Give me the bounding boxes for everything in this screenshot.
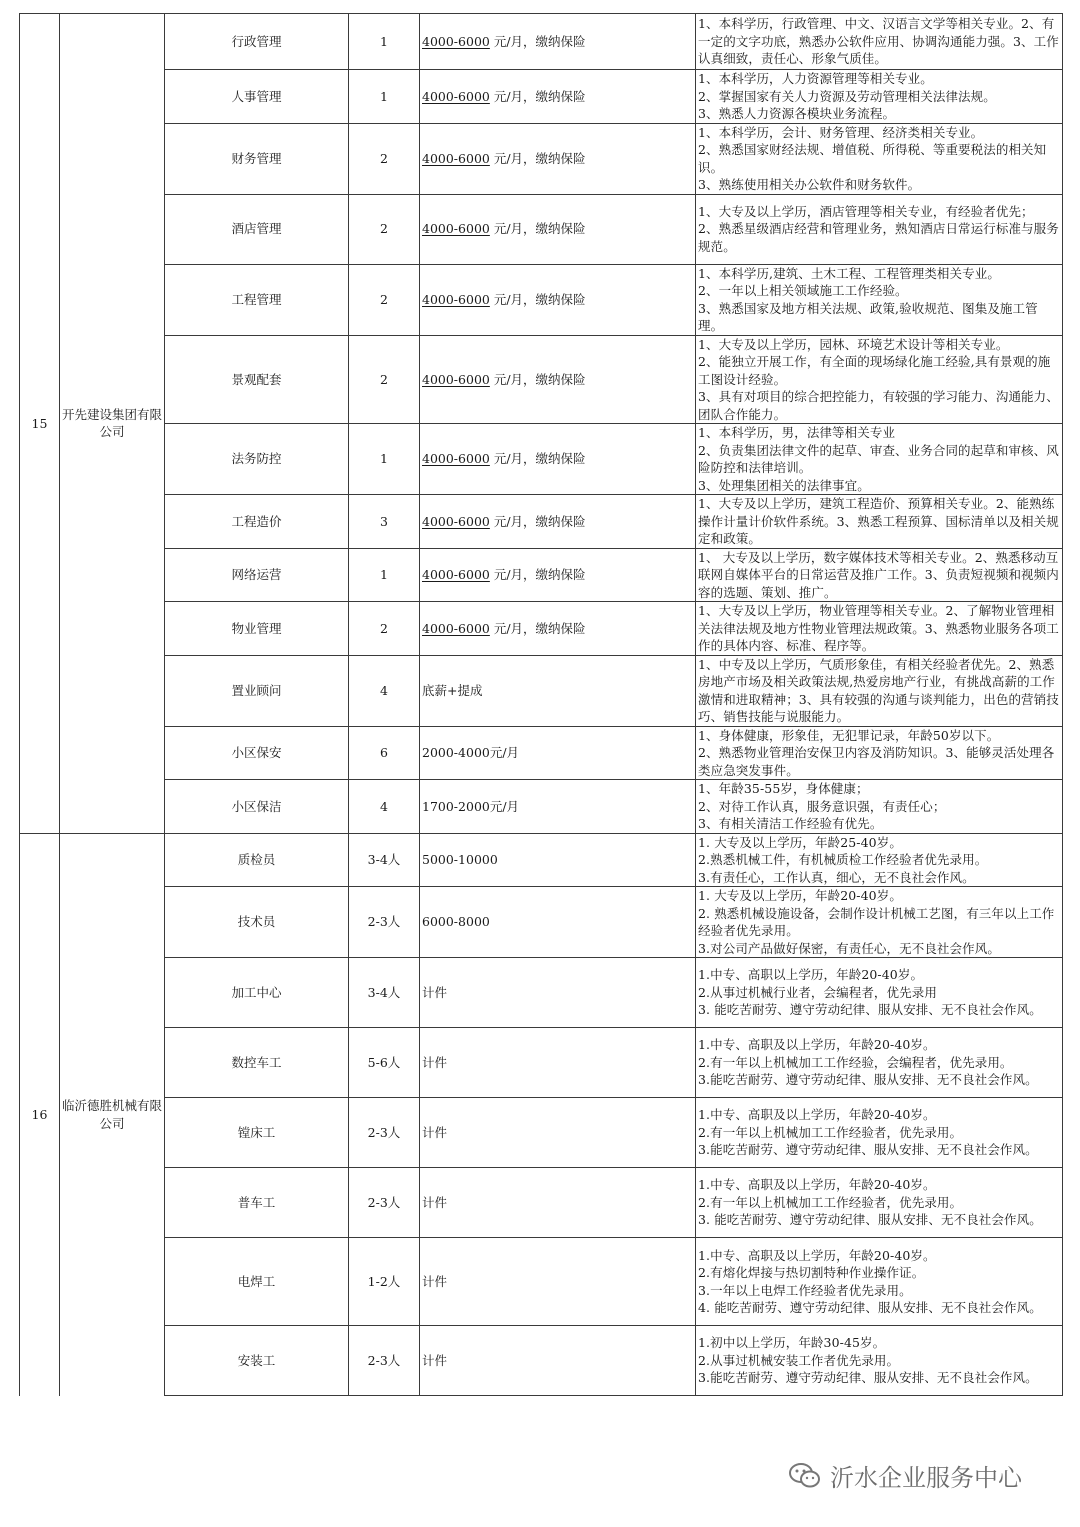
salary-amount: 4000-6000 bbox=[422, 371, 490, 387]
requirements: 1. 大专及以上学历，年龄25-40岁。 2.熟悉机械工件，有机械质检工作经验者优先录用。 3.有责任心，工作认真，细心，无不良社会作风。 bbox=[696, 833, 1063, 887]
position-name: 行政管理 bbox=[165, 14, 349, 70]
salary bbox=[420, 726, 696, 780]
headcount: 4 bbox=[349, 655, 420, 726]
salary bbox=[420, 70, 696, 124]
salary-amount: 4000-6000 bbox=[422, 150, 490, 166]
requirements: 1.中专、高职以上学历，年龄20-40岁。 2.从事过机械行业者，会编程者，优先录用 3. 能吃苦耐劳、遵守劳动纪律、服从安排、无不良社会作风。 bbox=[696, 958, 1063, 1028]
headcount: 2 bbox=[349, 602, 420, 656]
salary bbox=[420, 123, 696, 194]
headcount: 1 bbox=[349, 14, 420, 70]
salary-terms: 计件 bbox=[422, 1273, 448, 1289]
salary-terms: 元/月，缴纳保险 bbox=[489, 88, 586, 104]
headcount: 2-3人 bbox=[349, 1326, 420, 1396]
salary-terms: 元/月，缴纳保险 bbox=[489, 620, 586, 636]
requirements: 1、身体健康，形象佳，无犯罪记录，年龄50岁以下。 2、熟悉物业管理治安保卫内容及消防知识。3、能够灵活处理各类应急突发事件。 bbox=[696, 726, 1063, 780]
requirements: 1.初中以上学历，年龄30-45岁。 2.从事过机械安装工作者优先录用。 3.能吃苦耐劳、遵守劳动纪律、服从安排、无不良社会作风。 bbox=[696, 1326, 1063, 1396]
company-number: 16 bbox=[20, 833, 60, 1396]
salary-amount: 4000-6000 bbox=[422, 451, 490, 467]
headcount: 2-3人 bbox=[349, 1098, 420, 1168]
requirements: 1、大专及以上学历，酒店管理等相关专业，有经验者优先； 2、熟悉星级酒店经营和管理业务，熟知酒店日常运行标准与服务规范。 bbox=[696, 194, 1063, 264]
salary-terms: 元/月，缴纳保险 bbox=[489, 513, 586, 529]
headcount: 2 bbox=[349, 335, 420, 424]
position-name: 财务管理 bbox=[165, 123, 349, 194]
salary-terms: 元/月，缴纳保险 bbox=[489, 150, 586, 166]
salary bbox=[420, 495, 696, 549]
headcount: 2 bbox=[349, 123, 420, 194]
salary-terms: 元/月，缴纳保险 bbox=[489, 221, 586, 237]
salary bbox=[420, 14, 696, 70]
salary bbox=[420, 1238, 696, 1326]
requirements: 1、本科学历，会计、财务管理、经济类相关专业。 2、熟悉国家财经法规、增值税、所得税、等重要税法的相关知识。 3、熟练使用相关办公软件和财务软件。 bbox=[696, 123, 1063, 194]
salary-terms: 2000-4000元/月 bbox=[422, 745, 520, 760]
salary bbox=[420, 1098, 696, 1168]
wechat-icon bbox=[788, 1461, 822, 1491]
salary bbox=[420, 1168, 696, 1238]
headcount: 1-2人 bbox=[349, 1238, 420, 1326]
headcount: 1 bbox=[349, 548, 420, 602]
headcount: 5-6人 bbox=[349, 1028, 420, 1098]
position-name: 数控车工 bbox=[165, 1028, 349, 1098]
salary-terms: 元/月，缴纳保险 bbox=[489, 291, 586, 307]
watermark bbox=[788, 1458, 1022, 1493]
table-row bbox=[20, 1326, 1063, 1396]
table-row bbox=[20, 194, 1063, 264]
position-name: 景观配套 bbox=[165, 335, 349, 424]
requirements: 1、本科学历，人力资源管理等相关专业。 2、掌握国家有关人力资源及劳动管理相关法律法规。 3、熟悉人力资源各模块业务流程。 bbox=[696, 70, 1063, 124]
requirements: 1、本科学历，行政管理、中文、汉语言文学等相关专业。2、有一定的文字功底，熟悉办公软件应用、协调沟通能力强。3、工作认真细致，责任心、形象气质佳。 bbox=[696, 14, 1063, 70]
salary-terms: 5000-10000 bbox=[422, 852, 498, 867]
headcount: 3-4人 bbox=[349, 833, 420, 887]
position-name: 工程管理 bbox=[165, 264, 349, 335]
table-row bbox=[20, 1168, 1063, 1238]
salary-terms: 底薪+提成 bbox=[422, 682, 483, 698]
requirements: 1、 大专及以上学历，数字媒体技术等相关专业。2、熟悉移动互联网自媒体平台的日常运营及推广工作。3、负责短视频和视频内容的选题、策划、推广。 bbox=[696, 548, 1063, 602]
company-name: 临沂德胜机械有限公司 bbox=[60, 833, 165, 1396]
salary bbox=[420, 958, 696, 1028]
salary-terms: 元/月，缴纳保险 bbox=[489, 451, 586, 467]
table-row bbox=[20, 833, 1063, 887]
watermark-text: 沂水企业服务中心 bbox=[830, 1464, 1022, 1492]
salary-terms: 计件 bbox=[422, 1194, 448, 1210]
position-name: 置业顾问 bbox=[165, 655, 349, 726]
position-name: 网络运营 bbox=[165, 548, 349, 602]
position-name: 小区保洁 bbox=[165, 780, 349, 834]
headcount: 4 bbox=[349, 780, 420, 834]
table-row bbox=[20, 123, 1063, 194]
table-row bbox=[20, 335, 1063, 424]
salary bbox=[420, 602, 696, 656]
position-name: 小区保安 bbox=[165, 726, 349, 780]
table-row bbox=[20, 780, 1063, 834]
salary-terms: 元/月，缴纳保险 bbox=[489, 371, 586, 387]
salary bbox=[420, 1326, 696, 1396]
salary bbox=[420, 194, 696, 264]
salary-amount: 4000-6000 bbox=[422, 88, 490, 104]
position-name: 法务防控 bbox=[165, 424, 349, 495]
requirements: 1. 大专及以上学历，年龄20-40岁。 2. 熟悉机械设施设备，会制作设计机械工艺图，有三年以上工作经验者优先录用。 3.对公司产品做好保密，有责任心，无不良社会作风。 bbox=[696, 887, 1063, 958]
requirements: 1、本科学历，男，法律等相关专业 2、负责集团法律文件的起草、审查、业务合同的起草和审核、风险防控和法律培训。 3、处理集团相关的法律事宜。 bbox=[696, 424, 1063, 495]
requirements: 1、年龄35-55岁，身体健康； 2、对待工作认真，服务意识强，有责任心； 3、有相关清洁工作经验有优先。 bbox=[696, 780, 1063, 834]
position-name: 人事管理 bbox=[165, 70, 349, 124]
salary-amount: 4000-6000 bbox=[422, 567, 490, 582]
salary-amount: 4000-6000 bbox=[422, 513, 490, 529]
job-table bbox=[19, 13, 1063, 1396]
salary bbox=[420, 833, 696, 887]
headcount: 2 bbox=[349, 264, 420, 335]
position-name: 镗床工 bbox=[165, 1098, 349, 1168]
table-row bbox=[20, 1238, 1063, 1326]
salary-amount: 4000-6000 bbox=[422, 33, 490, 49]
company-name: 开先建设集团有限公司 bbox=[60, 14, 165, 834]
headcount: 1 bbox=[349, 424, 420, 495]
position-name: 加工中心 bbox=[165, 958, 349, 1028]
requirements: 1、本科学历,建筑、土木工程、工程管理类相关专业。 2、一年以上相关领域施工工作经验。 3、熟悉国家及地方相关法规、政策,验收规范、图集及施工管理。 bbox=[696, 264, 1063, 335]
table-row bbox=[20, 14, 1063, 70]
headcount: 2-3人 bbox=[349, 887, 420, 958]
requirements: 1、大专及以上学历，建筑工程造价、预算相关专业。2、能熟练操作计量计价软件系统。3、熟悉工程预算、国标清单以及相关规定和政策。 bbox=[696, 495, 1063, 549]
table-row bbox=[20, 958, 1063, 1028]
table-row bbox=[20, 887, 1063, 958]
salary-terms: 1700-2000元/月 bbox=[422, 798, 520, 814]
table-row bbox=[20, 1098, 1063, 1168]
table-row bbox=[20, 548, 1063, 602]
headcount: 3 bbox=[349, 495, 420, 549]
table-row bbox=[20, 264, 1063, 335]
salary bbox=[420, 780, 696, 834]
headcount: 3-4人 bbox=[349, 958, 420, 1028]
salary-amount: 4000-6000 bbox=[422, 291, 490, 307]
position-name: 普车工 bbox=[165, 1168, 349, 1238]
salary-terms: 计件 bbox=[422, 1054, 448, 1070]
salary-terms: 计件 bbox=[422, 1352, 448, 1368]
position-name: 酒店管理 bbox=[165, 194, 349, 264]
salary bbox=[420, 655, 696, 726]
requirements: 1、中专及以上学历，气质形象佳，有相关经验者优先。2、熟悉房地产市场及相关政策法规,热爱房地产行业，有挑战高薪的工作激情和进取精神；3、具有较强的沟通与谈判能力，出色的营销技巧、销售技能与说服能力。 bbox=[696, 655, 1063, 726]
salary-terms: 6000-8000 bbox=[422, 914, 490, 930]
salary-terms: 计件 bbox=[422, 984, 448, 1000]
table-row bbox=[20, 70, 1063, 124]
headcount: 1 bbox=[349, 70, 420, 124]
salary-amount: 4000-6000 bbox=[422, 221, 490, 237]
requirements: 1、大专及以上学历，园林、环境艺术设计等相关专业。 2、能独立开展工作，有全面的现场绿化施工经验,具有景观的施工图设计经验。 3、具有对项目的综合把控能力，有较强的学习能力、沟通能力、团队合作能力。 bbox=[696, 335, 1063, 424]
company-number: 15 bbox=[20, 14, 60, 834]
salary bbox=[420, 264, 696, 335]
position-name: 电焊工 bbox=[165, 1238, 349, 1326]
position-name: 质检员 bbox=[165, 833, 349, 887]
salary bbox=[420, 424, 696, 495]
table-row bbox=[20, 424, 1063, 495]
table-row bbox=[20, 495, 1063, 549]
table-row bbox=[20, 655, 1063, 726]
position-name: 安装工 bbox=[165, 1326, 349, 1396]
salary-terms: 计件 bbox=[422, 1124, 448, 1140]
salary bbox=[420, 1028, 696, 1098]
requirements: 1.中专、高职及以上学历，年龄20-40岁。 2.有熔化焊接与热切割特种作业操作证。 3.一年以上电焊工作经验者优先录用。 4. 能吃苦耐劳、遵守劳动纪律、服从安排、无不良社会作风。 bbox=[696, 1238, 1063, 1326]
table-row bbox=[20, 1028, 1063, 1098]
requirements: 1.中专、高职及以上学历，年龄20-40岁。 2.有一年以上机械加工工作经验者，优先录用。 3.能吃苦耐劳、遵守劳动纪律、服从安排、无不良社会作风。 bbox=[696, 1098, 1063, 1168]
salary-amount: 4000-6000 bbox=[422, 620, 490, 636]
position-name: 工程造价 bbox=[165, 495, 349, 549]
salary-terms: 元/月，缴纳保险 bbox=[489, 33, 586, 49]
salary-terms: 元/月，缴纳保险 bbox=[489, 567, 586, 582]
salary bbox=[420, 335, 696, 424]
requirements: 1.中专、高职及以上学历，年龄20-40岁。 2.有一年以上机械加工工作经验，会编程者，优先录用。 3.能吃苦耐劳、遵守劳动纪律、服从安排、无不良社会作风。 bbox=[696, 1028, 1063, 1098]
salary bbox=[420, 887, 696, 958]
position-name: 技术员 bbox=[165, 887, 349, 958]
table-row bbox=[20, 726, 1063, 780]
requirements: 1、大专及以上学历，物业管理等相关专业。2、了解物业管理相关法律法规及地方性物业管理法规政策。3、熟悉物业服务各项工作的具体内容、标准、程序等。 bbox=[696, 602, 1063, 656]
headcount: 2-3人 bbox=[349, 1168, 420, 1238]
salary bbox=[420, 548, 696, 602]
headcount: 6 bbox=[349, 726, 420, 780]
table-row bbox=[20, 602, 1063, 656]
requirements: 1.中专、高职及以上学历，年龄20-40岁。 2.有一年以上机械加工工作经验者，优先录用。 3. 能吃苦耐劳、遵守劳动纪律、服从安排、无不良社会作风。 bbox=[696, 1168, 1063, 1238]
position-name: 物业管理 bbox=[165, 602, 349, 656]
headcount: 2 bbox=[349, 194, 420, 264]
